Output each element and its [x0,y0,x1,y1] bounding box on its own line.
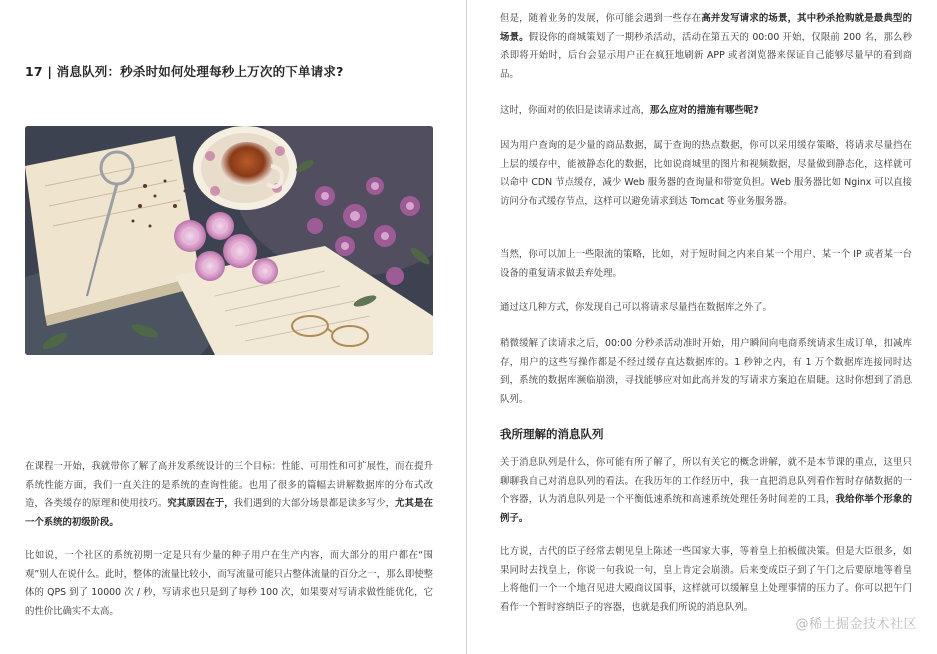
text-span: 这时，你面对的依旧是读请求过高， [500,105,651,116]
bold-span: 高并发写请求的场景，其中秒杀抢购就是最典型的场景。 [500,13,912,43]
cache-paragraph: 因为用户查询的是少量的商品数据，属于查询的热点数据，你可以采用缓存策略，将请求尽量挡在上层的缓存中，能被静态化的数据，比如说商城里的图片和视频数据，尽量做到静态化，这样就可以命中 CDN 节点缓存，减少 Web 服务器的查询量和带宽负担。Web 服务器比如 Nginx 可以直接访问分布式缓存节点，这样可以避免请求到达 Tomcat 等业务服务器。 [500,140,912,207]
mq-paragraph [500,454,912,528]
watermark: @稀土掘金技术社区 [795,617,917,632]
right-page [467,0,937,654]
hero-photo [25,126,433,355]
intro-paragraph [25,458,433,532]
text-span: 但是，随着业务的发展，你可能会遇到一些存在 [500,13,702,24]
growth-paragraph [500,10,912,84]
bold-span: 那么应对的措施有哪些呢? [650,105,759,116]
bold-span: 我给你举个形象的例子。 [500,494,912,524]
text-span: 在课程一开始，我就带你了解了高并发系统设计的三个目标：性能、可用性和可扩展性，而在提升系统性能方面，我们一直关注的是系统的查询性能。也用了很多的篇幅去讲解数据库的分布式改造，各类缓存的原理和使用技巧。 [25,461,433,509]
bold-span: 尤其是在一个系统的初级阶段。 [25,498,433,528]
left-page [0,0,466,654]
tea-flowers-book-photo-icon [25,126,433,355]
text-span: 我们遇到的大部分场景都是读多写少， [233,498,396,509]
question-paragraph [500,102,912,121]
text-span: 关于消息队列是什么，你可能有所了解了，所以有关它的概念讲解，就不是本节课的重点，这里只聊聊我自己对消息队列的看法。在我历年的工作经历中，我一直把消息队列看作暂时存储数据的一个容器，认为消息队列是一个平衡低速系统和高速系统处理任务时间差的工具， [500,457,912,505]
ratelimit-paragraph: 当然，你可以加上一些限流的策略，比如，对于短时间之内来自某一个用户、某一个 IP 或者某一台设备的重复请求做丢弃处理。 [500,249,912,279]
text-span: 假设你的商城策划了一期秒杀活动，活动在第五天的 00:00 开始，仅限前 200 名，那么秒杀即将开始时，后台会显示用户正在疯狂地刷新 APP 或者浏览器来保证自己能够尽量早的看到商品。 [500,31,912,80]
analogy-paragraph: 比方说，古代的臣子经常去朝见皇上陈述一些国家大事，等着皇上拍板做决策。但是大臣很多，如果同时去找皇上，你说一句我说一句，皇上肯定会崩溃。后来变成臣子到了午门之后要原地等着皇上将他们一个一个地召见进大殿商议国事，这样就可以缓解皇上处理事情的压力了。你可以把午门看作一个暂时容纳臣子的容器，也就是我们所说的消息队列。 [500,546,912,613]
section-title: 我所理解的消息队列 [500,427,604,441]
bold-span: 究其原因在于， [167,498,234,509]
chapter-title: 17 | 消息队列：秒杀时如何处理每秒上万次的下单请求? [25,64,344,79]
summary-paragraph: 通过这几种方式，你发现自己可以将请求尽量挡在数据库之外了。 [500,302,772,313]
example-paragraph: 比如说，一个社区的系统初期一定是只有少量的种子用户在生产内容，而大部分的用户都在“围观”别人在说什么。此时，整体的流量比较小，而写流量可能只占整体流量的百分之一，那么即使整体的 QPS 到了 10000 次 / 秒，写请求也只是到了每秒 100 次，如果要对写请求做性能优化，它的性价比确实不太高。 [25,550,433,617]
flashsale-paragraph: 稍微缓解了读请求之后，00:00 分秒杀活动准时开始，用户瞬间向电商系统请求生成订单，扣减库存，用户的这些写操作都是不经过缓存直达数据库的。1 秒钟之内，有 1 万个数据库连接同时达到，系统的数据库濒临崩溃，寻找能够应对如此高并发的写请求方案迫在眉睫。这时你想到了消息队列。 [500,338,912,405]
